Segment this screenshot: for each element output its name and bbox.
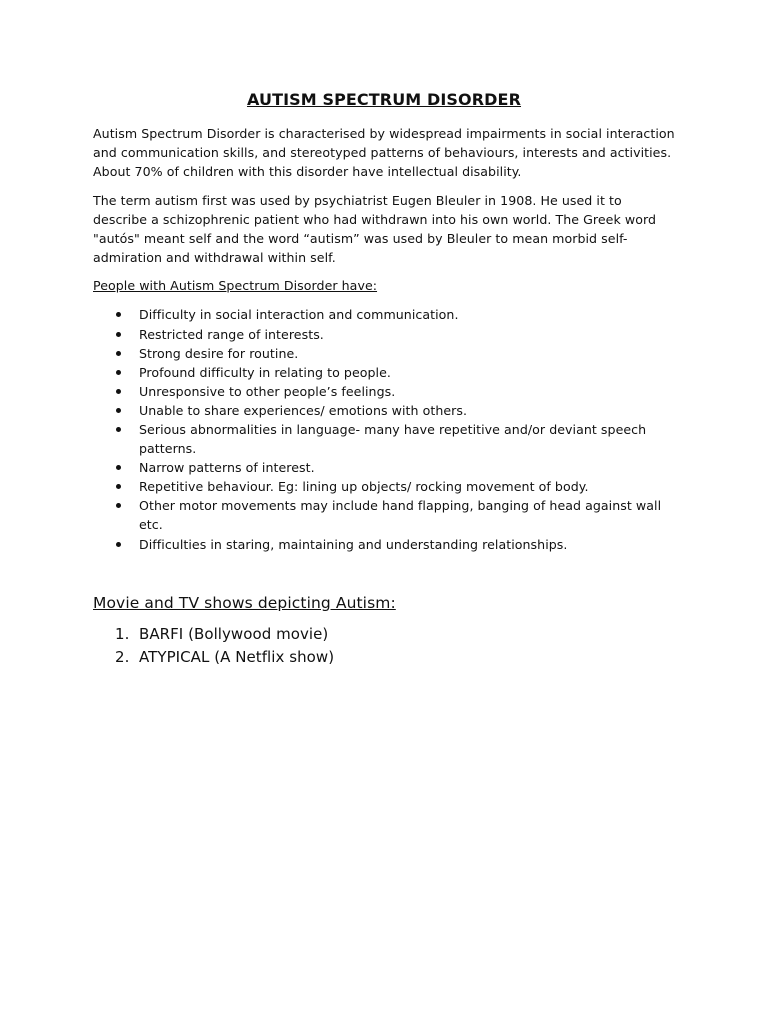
list-item-text: Difficulties in staring, maintaining and understanding relationships. <box>139 536 568 552</box>
bullet-icon <box>116 503 121 508</box>
list-item-text: Unable to share experiences/ emotions with others. <box>139 402 468 418</box>
list-item-text: Restricted range of interests. <box>139 326 324 342</box>
list-item <box>93 363 675 382</box>
list-item <box>93 420 675 458</box>
list-item <box>93 382 675 401</box>
list-item-text: Serious abnormalities in language- many have repetitive and/or deviant speech patterns. <box>139 421 647 457</box>
list-item <box>93 535 675 554</box>
bullet-icon <box>116 465 121 470</box>
list-item-text: Narrow patterns of interest. <box>139 460 315 476</box>
bullet-icon <box>116 408 121 413</box>
bullet-icon <box>116 332 121 337</box>
list-item <box>93 401 675 420</box>
list-item-text: Unresponsive to other people’s feelings. <box>139 383 396 399</box>
bullet-icon <box>116 542 121 547</box>
media-list <box>93 623 675 669</box>
list-item-text: Difficulty in social interaction and communication. <box>139 307 459 323</box>
list-item <box>93 623 675 646</box>
bullet-icon <box>116 351 121 356</box>
symptoms-heading: People with Autism Spectrum Disorder have: <box>93 278 378 294</box>
list-number: 2. <box>115 647 130 666</box>
bullet-icon <box>116 370 121 375</box>
list-item <box>93 496 675 534</box>
bullet-icon <box>116 427 121 432</box>
list-item <box>93 325 675 344</box>
symptoms-list <box>93 305 675 553</box>
list-item <box>93 458 675 477</box>
list-item-text: Repetitive behaviour. Eg: lining up objects/ rocking movement of body. <box>139 479 589 495</box>
document-title: AUTISM SPECTRUM DISORDER <box>246 90 522 109</box>
list-item <box>93 477 675 496</box>
intro-paragraph: Autism Spectrum Disorder is characterised by widespread impairments in social interaction and communication skills, and stereotyped patterns of behaviours, interests and activities. About 70% of children with this disorder have intellectual disability. <box>93 126 675 180</box>
list-item <box>93 344 675 363</box>
bullet-icon <box>116 389 121 394</box>
list-item-text: BARFI (Bollywood movie) <box>139 624 329 643</box>
document-page <box>93 88 675 669</box>
list-item-text: Profound difficulty in relating to people. <box>139 364 391 380</box>
list-item <box>93 305 675 324</box>
bullet-icon <box>116 484 121 489</box>
list-item-text: Strong desire for routine. <box>139 345 299 361</box>
list-number: 1. <box>115 624 130 643</box>
list-item-text: Other motor movements may include hand flapping, banging of head against wall etc. <box>139 498 662 533</box>
media-heading: Movie and TV shows depicting Autism: <box>93 593 396 612</box>
bullet-icon <box>116 312 121 317</box>
list-item <box>93 646 675 669</box>
list-item-text: ATYPICAL (A Netflix show) <box>139 647 335 666</box>
history-paragraph: The term autism first was used by psychiatrist Eugen Bleuler in 1908. He used it to describe a schizophrenic patient who had withdrawn into his own world. The Greek word "autós" meant self and the word “autism” was used by Bleuler to mean morbid self-admiration and withdrawal within self. <box>93 192 657 266</box>
